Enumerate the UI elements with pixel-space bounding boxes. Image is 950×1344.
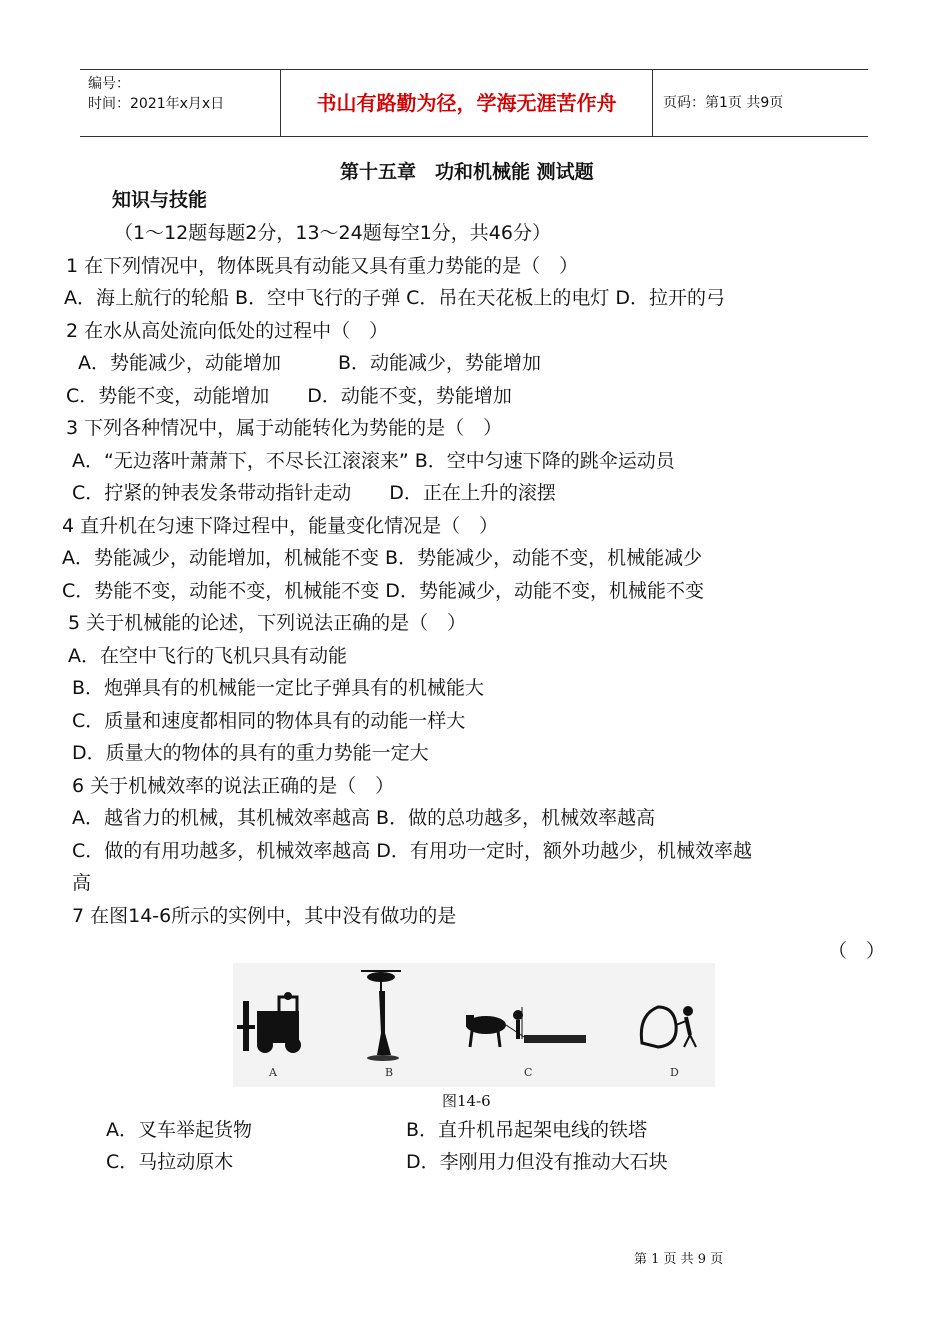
question-4-options-ab: A．势能减少，动能增加，机械能不变 B．势能减少，动能不变，机械能减少 xyxy=(62,547,703,569)
question-3-options-ab: A．“无边落叶萧萧下，不尽长江滚滚来” B．空中匀速下降的跳伞运动员 xyxy=(72,450,675,472)
q7-option-b: B．直升机吊起架电线的铁塔 xyxy=(406,1119,648,1141)
forklift-icon xyxy=(233,963,333,1087)
page-header xyxy=(80,69,868,137)
figure-panel-c xyxy=(458,963,598,1087)
figure-label-b: B xyxy=(385,1066,394,1079)
question-3: 3 下列各种情况中，属于动能转化为势能的是（ ） xyxy=(66,417,503,439)
header-meta xyxy=(80,70,281,136)
q7-option-d: D．李刚用力但没有推动大石块 xyxy=(406,1151,668,1173)
question-3-options-cd: C．拧紧的钟表发条带动指针走动 D．正在上升的滚摆 xyxy=(72,482,556,504)
figure-panel-a xyxy=(233,963,333,1087)
figure-panel-d xyxy=(628,963,715,1087)
question-2-options-ab: A．势能减少，动能增加 B．动能减少，势能增加 xyxy=(78,352,542,374)
question-7: 7 在图14-6所示的实例中，其中没有做功的是 xyxy=(72,905,457,927)
figure-caption: 图14-6 xyxy=(442,1092,491,1110)
question-5-option-b: B．炮弹具有的机械能一定比子弹具有的机械能大 xyxy=(72,677,485,699)
figure-14-6 xyxy=(233,963,715,1087)
figure-label-d: D xyxy=(670,1066,679,1079)
header-page: 页码：第1页 共9页 xyxy=(663,95,784,111)
question-5-option-d: D．质量大的物体的具有的重力势能一定大 xyxy=(72,742,429,764)
header-number: 编号： xyxy=(88,76,130,92)
question-6-options-ab: A．越省力的机械，其机械效率越高 B．做的总功越多，机械效率越高 xyxy=(72,807,656,829)
question-4: 4 直升机在匀速下降过程中，能量变化情况是（ ） xyxy=(62,515,499,537)
scoring-note: （1～12题每题2分，13～24题每空1分，共46分） xyxy=(114,222,551,244)
figure-label-c: C xyxy=(524,1066,533,1079)
question-5-option-c: C．质量和速度都相同的物体具有的动能一样大 xyxy=(72,710,466,732)
question-2: 2 在水从高处流向低处的过程中（ ） xyxy=(66,320,389,342)
figure-panel-b xyxy=(343,963,433,1087)
figure-label-a: A xyxy=(269,1066,277,1079)
question-7-answer-paren: （ ） xyxy=(828,940,886,962)
question-6-options-cd: C．做的有用功越多，机械效率越高 D．有用功一定时，额外功越少，机械效率越 xyxy=(72,840,752,862)
section-heading: 知识与技能 xyxy=(112,189,208,211)
page-footer: 第 1 页 共 9 页 xyxy=(634,1252,724,1267)
question-6-wrap: 高 xyxy=(72,872,92,894)
q7-option-a: A．叉车举起货物 xyxy=(106,1119,252,1141)
header-motto: 书山有路勤为径，学海无涯苦作舟 xyxy=(281,70,653,136)
header-date: 时间：2021年x月x日 xyxy=(88,96,225,112)
page-title: 第十五章 功和机械能 测试题 xyxy=(340,161,594,183)
question-5-option-a: A．在空中飞行的飞机只具有动能 xyxy=(68,645,347,667)
question-5: 5 关于机械能的论述，下列说法正确的是（ ） xyxy=(68,612,467,634)
question-2-options-cd: C．势能不变，动能增加 D．动能不变，势能增加 xyxy=(66,385,512,407)
question-1-options: A．海上航行的轮船 B．空中飞行的子弹 C．吊在天花板上的电灯 D．拉开的弓 xyxy=(64,287,726,309)
question-6: 6 关于机械效率的说法正确的是（ ） xyxy=(72,775,395,797)
question-1: 1 在下列情况中，物体既具有动能又具有重力势能的是（ ） xyxy=(66,255,579,277)
question-4-options-cd: C．势能不变，动能不变，机械能不变 D．势能减少，动能不变，机械能不变 xyxy=(62,580,704,602)
q7-option-c: C．马拉动原木 xyxy=(106,1151,234,1173)
